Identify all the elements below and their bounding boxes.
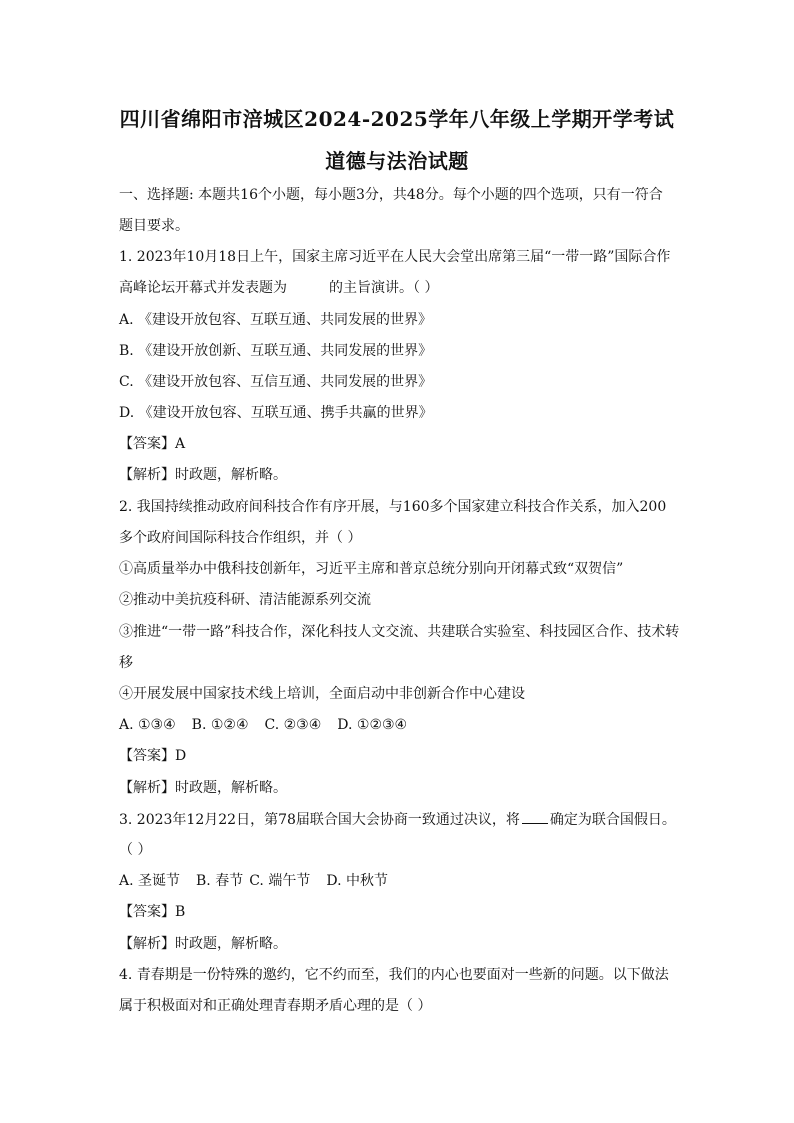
- q2-option-b: B. ①②④: [191, 717, 249, 733]
- q1-option-a: A. 《建设开放包容、互联互通、共同发展的世界》: [119, 312, 433, 328]
- document-subtitle: 道德与法治试题: [325, 149, 469, 173]
- q2-item-3-line-1: ③推进“一带一路”科技合作，深化科技人文交流、共建联合实验室、科技园区合作、技术转: [119, 624, 680, 640]
- q3-option-b: B. 春节: [196, 873, 244, 889]
- q2-answer: 【答案】D: [119, 748, 187, 764]
- q3-stem-line-1: [119, 809, 676, 830]
- q1-option-c: C. 《建设开放包容、互信互通、共同发展的世界》: [119, 374, 433, 390]
- q1-option-d: D. 《建设开放包容、互联互通、携手共赢的世界》: [119, 405, 433, 421]
- q3-option-c: C. 端午节: [249, 873, 311, 889]
- q2-item-4: ④开展发展中国家技术线上培训，全面启动中非创新合作中心建设: [119, 686, 525, 702]
- q1-option-b: B. 《建设开放创新、互联互通、共同发展的世界》: [119, 343, 433, 359]
- q2-option-c: C. ②③④: [264, 717, 322, 733]
- q3-options: [119, 871, 388, 891]
- q2-item-2: ②推动中美抗疫科研、清洁能源系列交流: [119, 592, 371, 608]
- q2-item-3-line-2: 移: [119, 655, 133, 671]
- document-title: 四川省绵阳市涪城区2024-2025学年八年级上学期开学考试: [119, 107, 675, 131]
- q3-answer: 【答案】B: [119, 904, 186, 920]
- q2-options: [119, 715, 407, 735]
- q1-stem-part-2: 的主旨演讲。（ ）: [329, 280, 439, 296]
- q3-stem-part-1: 3. 2023年12月22日，第78届联合国大会协商一致通过决议，将: [119, 812, 520, 828]
- q3-option-d: D. 中秋节: [326, 873, 388, 889]
- q2-item-1: ①高质量举办中俄科技创新年，习近平主席和普京总统分别向开闭幕式致“双贺信”: [119, 561, 624, 577]
- section-instruction-line-1: 一、选择题: 本题共16个小题，每小题3分，共48分。每个小题的四个选项，只有一符合: [119, 187, 663, 203]
- section-instruction-line-2: 题目要求。: [119, 218, 189, 234]
- q3-fill-blank: [522, 809, 548, 824]
- q3-analysis: 【解析】时政题，解析略。: [119, 936, 287, 952]
- q2-stem-line-2: 多个政府间国际科技合作组织，并（ ）: [119, 530, 362, 546]
- q1-stem-line-2: [119, 278, 438, 298]
- q3-stem-line-2: （ ）: [119, 842, 152, 858]
- q1-answer: 【答案】A: [119, 436, 186, 452]
- q3-option-a: A. 圣诞节: [119, 873, 181, 889]
- q2-analysis: 【解析】时政题，解析略。: [119, 780, 287, 796]
- q2-option-d: D. ①②③④: [337, 717, 408, 733]
- q1-stem-part-1: 高峰论坛开幕式并发表题为: [119, 280, 287, 296]
- q3-stem-part-2: 确定为联合国假日。: [549, 812, 676, 828]
- q2-option-a: A. ①③④: [119, 717, 176, 733]
- q1-analysis: 【解析】时政题，解析略。: [119, 467, 287, 483]
- q4-stem-line-1: 4. 青春期是一份特殊的邀约，它不约而至，我们的内心也要面对一些新的问题。以下做法: [119, 967, 669, 983]
- q4-stem-line-2: 属于积极面对和正确处理青春期矛盾心理的是（ ）: [119, 998, 432, 1014]
- q2-stem-line-1: 2. 我国持续推动政府间科技合作有序开展，与160多个国家建立科技合作关系，加入200: [119, 499, 667, 515]
- q1-stem-line-1: 1. 2023年10月18日上午，国家主席习近平在人民大会堂出席第三届“一带一路”国际合作: [119, 249, 671, 265]
